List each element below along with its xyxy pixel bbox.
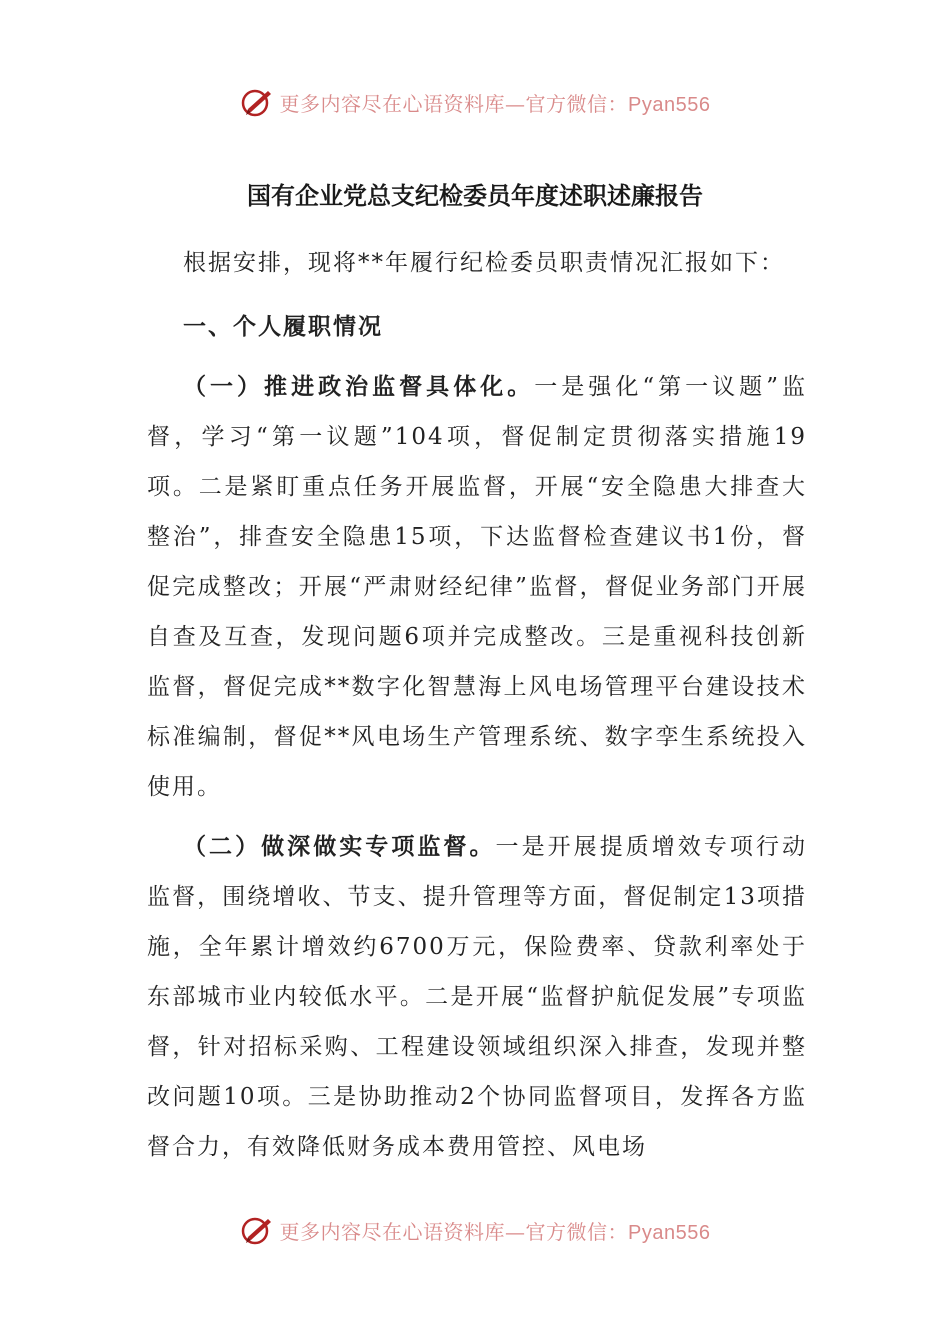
watermark-banner-bottom bbox=[0, 1210, 950, 1250]
paragraph-text: 一是开展提质增效专项行动监督，围绕增收、节支、提升管理等方面，督促制定13项措施，全年累计增效约6700万元，保险费率、贷款利率处于东部城市业内较低水平。二是开展“监督护航促发展”专项监督，针对招标采购、工程建设领域组织深入排查，发现并整改问题10项。三是协助推动2个协同监督项目，发挥各方监督合力，有效降低财务成本费用管控、风电场 bbox=[147, 834, 808, 1160]
pen-logo-icon bbox=[240, 85, 274, 119]
paragraph-text: 一是强化“第一议题”监督，学习“第一议题”104项，督促制定贯彻落实措施19项。二是紧盯重点任务开展监督，开展“安全隐患大排查大整治”，排查安全隐患15项，下达监督检查建议书1份，督促完成整改；开展“严肃财经纪律”监督，督促业务部门开展自查及互查，发现问题6项并完成整改。三是重视科技创新监督，督促完成**数字化智慧海上风电场管理平台建设技术标准编制，督促**风电场生产管理系统、数字孪生系统投入使用。 bbox=[147, 374, 807, 800]
watermark-text: 更多内容尽在心语资料库—官方微信：Pyan556 bbox=[279, 1219, 711, 1244]
paragraph-lead: （一）推进政治监督具体化。 bbox=[183, 373, 535, 400]
watermark-text: 更多内容尽在心语资料库—官方微信：Pyan556 bbox=[279, 91, 711, 116]
paragraph-special-supervision bbox=[147, 822, 807, 1172]
pen-logo-icon bbox=[240, 1213, 274, 1247]
watermark-banner-top bbox=[0, 82, 950, 122]
document-body bbox=[147, 238, 807, 1172]
document-title: 国有企业党总支纪检委员年度述职述廉报告 bbox=[247, 181, 703, 210]
paragraph-political-supervision bbox=[147, 362, 807, 812]
paragraph-lead: （二）做深做实专项监督。 bbox=[183, 833, 496, 860]
intro-paragraph: 根据安排，现将**年履行纪检委员职责情况汇报如下： bbox=[183, 250, 785, 276]
section-heading: 一、个人履职情况 bbox=[183, 313, 383, 340]
